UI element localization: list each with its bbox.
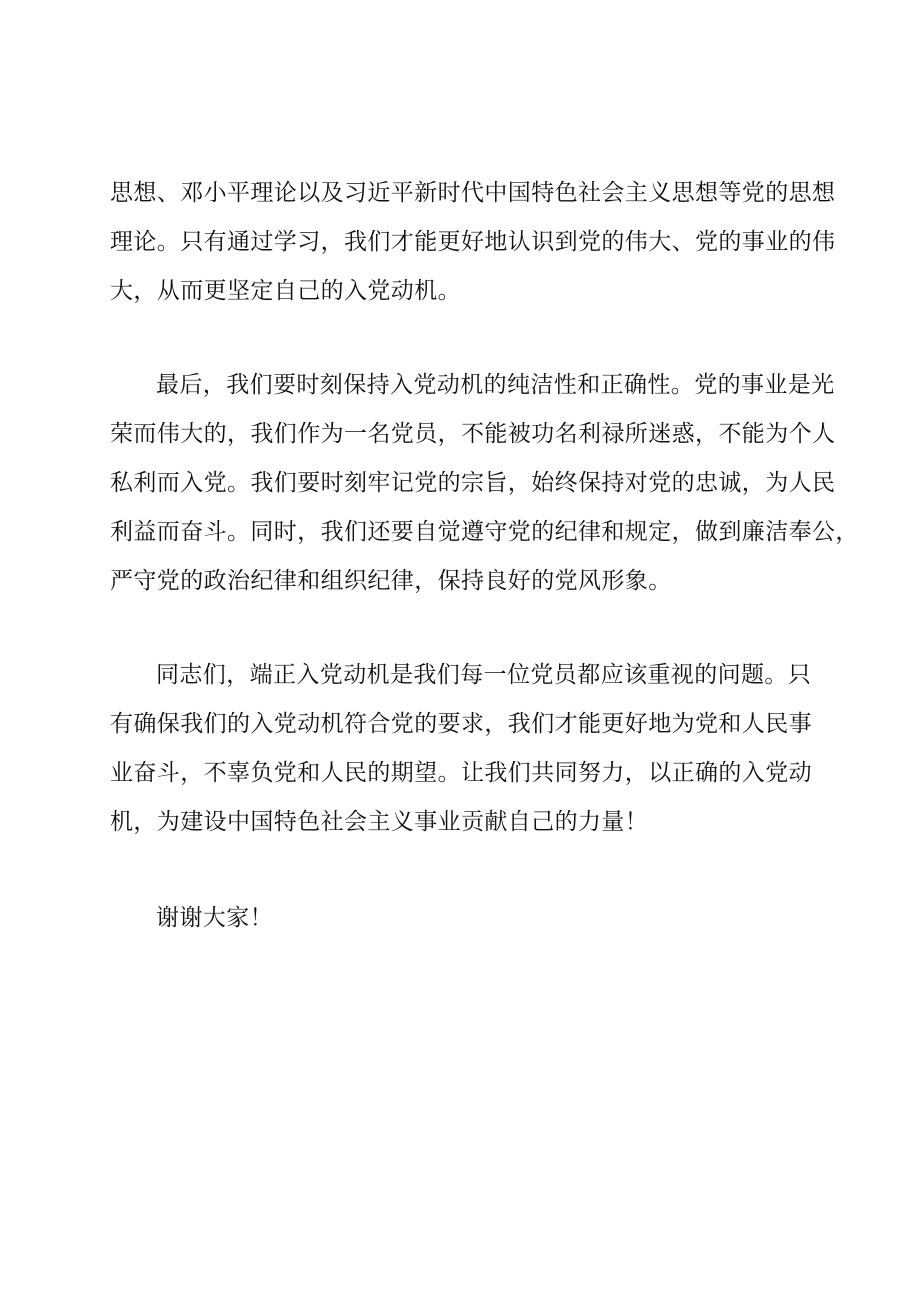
paragraph-2-line-4: 利益而奋斗。同时，我们还要自觉遵守党的纪律和规定，做到廉洁奉公， xyxy=(110,519,859,545)
paragraph-1-line-2: 理论。只有通过学习，我们才能更好地认识到党的伟大、党的事业的伟 xyxy=(110,229,836,255)
paragraph-2-line-3: 私利而入党。我们要时刻牢记党的宗旨，始终保持对党的忠诚，为人民 xyxy=(110,470,836,496)
paragraph-2-line-2: 荣而伟大的，我们作为一名党员，不能被功名利禄所迷惑，不能为个人 xyxy=(110,421,836,447)
paragraph-2-line-1: 最后，我们要时刻保持入党动机的纯洁性和正确性。党的事业是光 xyxy=(156,372,835,398)
paragraph-3-line-4: 机，为建设中国特色社会主义事业贡献自己的力量！ xyxy=(110,809,649,835)
closing-thanks: 谢谢大家！ xyxy=(156,905,273,931)
paragraph-3-line-1: 同志们，端正入党动机是我们每一位党员都应该重视的问题。只 xyxy=(156,662,812,688)
paragraph-3-line-2: 有确保我们的入党动机符合党的要求，我们才能更好地为党和人民事 xyxy=(110,711,812,737)
paragraph-1-line-1: 思想、邓小平理论以及习近平新时代中国特色社会主义思想等党的思想 xyxy=(110,180,836,206)
paragraph-2-line-5: 严守党的政治纪律和组织纪律，保持良好的党风形象。 xyxy=(110,568,672,594)
paragraph-3-line-3: 业奋斗，不辜负党和人民的期望。让我们共同努力，以正确的入党动 xyxy=(110,760,812,786)
paragraph-1-line-3: 大，从而更坚定自己的入党动机。 xyxy=(110,278,461,304)
